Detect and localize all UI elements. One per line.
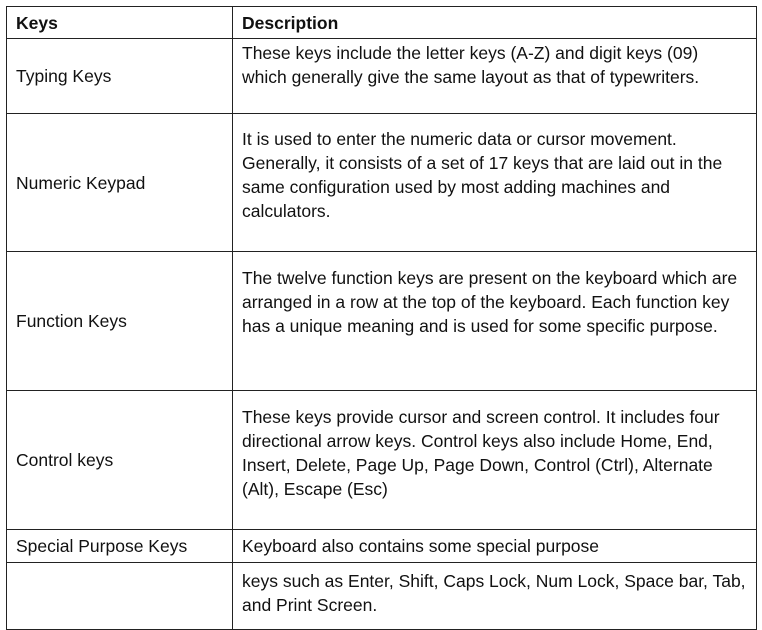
key-cell-empty [7,563,233,630]
table-row-typing-keys [7,39,757,114]
description-cell: These keys provide cursor and screen control. It includes four directional arrow keys. Control keys also include Home, End, Insert, Delete, Page Up, Page Down, Control (Ctrl), Alternate (Alt), Escape (Esc) [233,391,757,530]
table-row-function-keys [7,252,757,391]
key-cell: Numeric Keypad [7,114,233,252]
table-row-special-purpose-continued [7,563,757,630]
table-row-special-purpose-keys [7,530,757,563]
key-cell: Special Purpose Keys [7,530,233,563]
table-header-row [7,7,757,39]
description-cell: Keyboard also contains some special purpose [233,530,757,563]
keyboard-keys-table [6,6,757,630]
key-cell: Typing Keys [7,39,233,114]
description-cell: These keys include the letter keys (A-Z) and digit keys (09) which generally give the same layout as that of typewriters. [233,39,757,114]
key-cell: Function Keys [7,252,233,391]
header-description: Description [233,7,757,39]
description-cell: The twelve function keys are present on the keyboard which are arranged in a row at the top of the keyboard. Each function key has a unique meaning and is used for some specific purpose. [233,252,757,391]
description-cell: It is used to enter the numeric data or cursor movement. Generally, it consists of a set of 17 keys that are laid out in the same configuration used by most adding machines and calculators. [233,114,757,252]
header-keys: Keys [7,7,233,39]
table-row-control-keys [7,391,757,530]
key-cell: Control keys [7,391,233,530]
table-row-numeric-keypad [7,114,757,252]
description-cell: keys such as Enter, Shift, Caps Lock, Num Lock, Space bar, Tab, and Print Screen. [233,563,757,630]
